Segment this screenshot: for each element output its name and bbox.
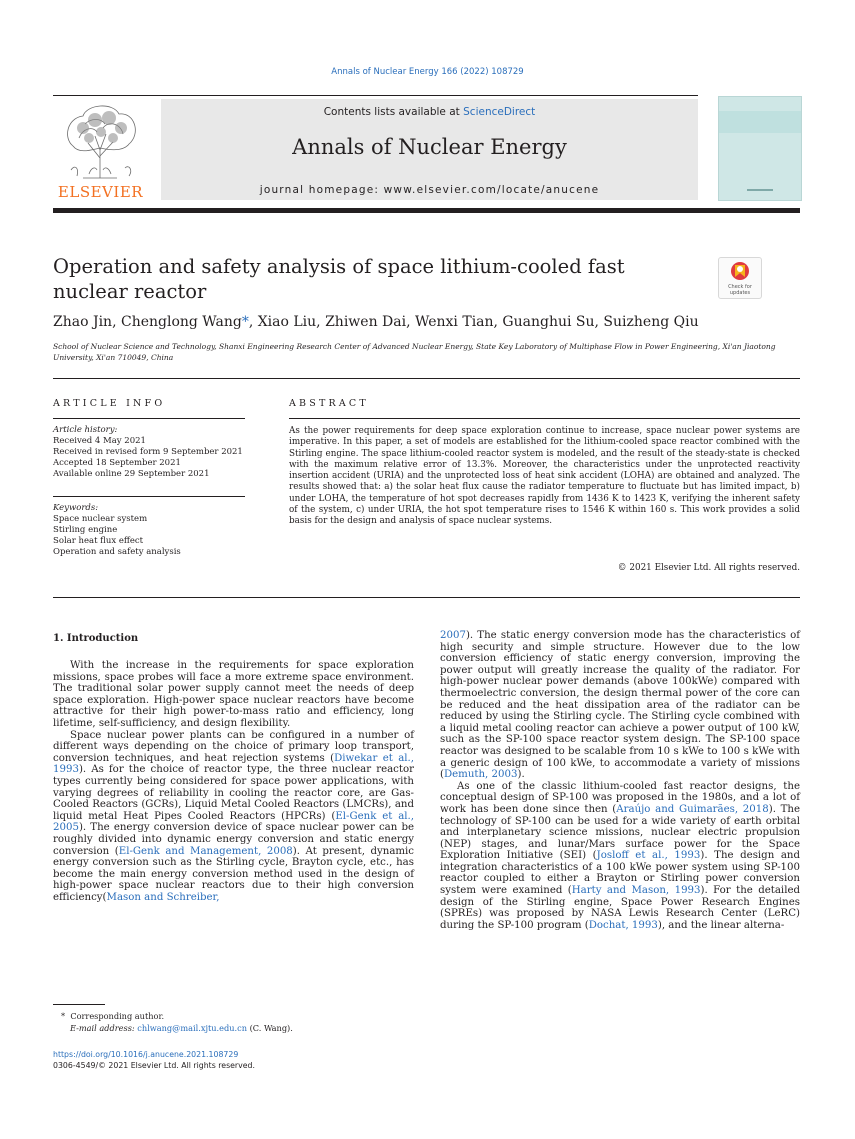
history-item: Available online 29 September 2021 [53,469,210,480]
email-label: E-mail address: [70,1023,138,1033]
email-suffix: (C. Wang). [246,1023,293,1033]
corresponding-author-mark[interactable]: * [241,314,249,330]
body-column-right [440,630,800,931]
article-info-heading: ARTICLE INFO [53,398,166,409]
check-for-updates-label: Check for updates [728,284,752,296]
check-for-updates-badge[interactable] [718,257,762,299]
footnote-rule [53,1004,105,1005]
article-info-rule [53,418,245,419]
issn-line: 0306-4549/© 2021 Elsevier Ltd. All rights reserved. [53,1061,255,1070]
citation-link[interactable]: Harty and Mason, 1993 [571,885,701,897]
footnote [53,1010,414,1034]
cover-band [719,111,801,133]
citation-link[interactable]: Mason and Schreiber, [106,891,220,903]
journal-title: Annals of Nuclear Energy [292,135,567,159]
article-title: Operation and safety analysis of space lithium-cooled fast nuclear reactor [53,255,625,303]
contents-prefix: Contents lists available at [323,106,464,118]
keywords-rule [53,496,245,497]
footnote-corresponding [53,1010,414,1022]
keyword: Operation and safety analysis [53,547,181,558]
journal-reference[interactable]: Annals of Nuclear Energy 166 (2022) 108729 [331,67,524,77]
citation-link[interactable]: El-Genk et al., 2005 [53,810,415,834]
header-top-rule [53,95,698,96]
doi-block [53,1049,414,1071]
email-link[interactable]: chlwang@mail.xjtu.edu.cn [137,1023,247,1033]
footnote-corresponding-text: Corresponding author. [70,1011,165,1021]
keyword: Stirling engine [53,525,118,536]
citation-link[interactable]: Demuth, 2003 [443,769,518,781]
affiliation: School of Nuclear Science and Technology, Shanxi Engineering Research Center of Advanced Nuclear Energy, State Key Laboratory of Multiphase Flow in Power Engineering, Xi'an Jiaotong University, Xi'an 710049, China [53,342,776,362]
elsevier-wordmark: ELSEVIER [57,183,144,201]
cover-mark [747,189,773,191]
keywords-label: Keywords: [53,503,99,513]
citation-link[interactable]: Araújo and Guimarães, 2018 [616,803,769,815]
body-text: With the increase in the requirements for space exploration missions, space probes will face a more extreme space environment. The traditional solar power supply cannot meet the needs of deep space exploration. High-power space nuclear reactors have become attractive for their high power-to-mass ratio and efficiency, long lifetime, self-sufficiency, and design flexibility. [53,660,414,729]
rule-above-info [53,378,800,379]
history-label: Article history: [53,425,118,435]
article-history [53,425,253,480]
paragraph [53,730,414,904]
authors-before: Zhao Jin, Chenglong Wang [53,314,242,330]
footnote-email [53,1022,414,1034]
paragraph [440,781,800,932]
rule-below-abstract [53,597,800,598]
crossmark-icon [719,258,761,284]
abstract-copyright: © 2021 Elsevier Ltd. All rights reserved. [617,563,800,573]
paragraph [53,660,414,730]
journal-homepage[interactable]: journal homepage: www.elsevier.com/locate/anucene [259,184,600,196]
citation-link[interactable]: 2007 [440,630,466,641]
abstract-text: As the power requirements for deep space exploration continue to increase, space nuclear power systems are imperative. In this paper, a set of models are established for the lithium-cooled space reactor combined with the Stirling engine. The space lithium-cooled reactor system is modeled, and the result of the steady-state is checked with the maximum relative error of 13.3%. Moreover, the characteristics under the unprotected reactivity insertion accident (URIA) and the unprotected loss of heat sink accident (LOHA) are obtained and analyzed. The results showed that: a) the solar heat flux cause the radiator temperature to fluctuate but has limited impact, b) under LOHA, the temperature of hot spot decreases rapidly from 1436 K to 1423 K, verifying the inherent safety of the system, c) under URIA, the hot spot temperature rises to 1546 K within 160 s. This work provides a solid basis for the design and analysis of space nuclear systems. [289,426,800,527]
author-list [53,314,800,330]
citation-link[interactable]: El-Genk and Management, 2008 [118,845,293,857]
citation-link[interactable]: Dochat, 1993 [588,919,658,931]
body-text: ). For the detailed design of the Stirling engine, Space Power Research Engines (SPREs) was proposed by NASA Lewis Research Center (LeRC) during the SP-100 program ( [440,885,800,931]
body-text: ). As for the choice of reactor type, the three nuclear reactor types currently being considered for space power applications, with varying degrees of reliability in cooling the reactor core, are Gas-Cooled Reactors (GCRs), Liquid Metal Cooled Reactors (LMCRs), and liquid metal Heat Pipes Cooled Reactors (HPCRs) ( [53,764,414,822]
sciencedirect-link[interactable]: ScienceDirect [463,106,536,118]
body-text: ). The technology of SP-100 can be used for a wide variety of earth orbital and interplanetary science missions, nuclear electric propulsion (NEP) stages, and lunar/Mars surface power for the Space Exploration Initiative (SEI) ( [440,803,801,862]
paragraph [440,630,800,781]
doi-link[interactable]: https://doi.org/10.1016/j.anucene.2021.108729 [53,1050,239,1059]
history-item: Received 4 May 2021 [53,436,146,447]
contents-available [161,106,698,118]
body-text: As one of the classic lithium-cooled fast reactor designs, the conceptual design of SP-100 was proposed in the 1980s, and a lot of work has been done since then ( [440,780,800,815]
header-thick-rule [53,208,800,213]
citation-link[interactable]: Diwekar et al., 1993 [53,752,415,776]
history-item: Received in revised form 9 September 2021 [53,447,243,458]
body-text: ). [517,769,525,781]
keyword: Space nuclear system [53,514,148,525]
abstract-heading: ABSTRACT [289,398,369,409]
body-text: ). The static energy conversion mode has the characteristics of high security and simple structure. However due to the low conversion efficiency of static energy conversion, improving the power output will greatly increase the quality of the radiator. For high-power nuclear power demands (above 100kWe) compared with thermoelectric conversion, the design thermal power of the core can be reduced and the heat dissipation area of the radiator can be reduced by using the Stirling cycle. The Stirling cycle combined with a liquid metal cooling reactor can achieve a power output of 100 kW, such as the SP-100 space reactor system design. The SP-100 space reactor was designed to be scalable from 10 s kWe to 100 s kWe with a generic design of 100 kWe, to accommodate a variety of missions ( [440,630,800,781]
body-text: ), and the linear alterna- [657,919,785,931]
section-heading-introduction: 1. Introduction [53,633,139,644]
keyword: Solar heat flux effect [53,536,144,547]
journal-cover-thumbnail[interactable] [718,96,802,201]
footnote-mark: * [61,1011,66,1021]
keywords [53,503,253,558]
body-text: ). The design and integration characteristics of a 100 kWe power system using SP-100 reactor coupled to either a Brayton or Stirling power conversion system were examined ( [440,850,801,897]
body-text: ). At present, dynamic energy conversion such as the Stirling cycle, Brayton cycle, etc., has become the main energy conversion method used in the design of high-power space nuclear reactors due to their high conversion efficiency( [53,845,415,903]
authors-after: , Xiao Liu, Zhiwen Dai, Wenxi Tian, Guanghui Su, Suizheng Qiu [248,314,699,330]
citation-link[interactable]: Josloff et al., 1993 [596,850,701,862]
body-column-left [53,660,414,903]
abstract-rule [289,418,800,419]
body-text: Space nuclear power plants can be configured in a number of different ways depending on the choice of primary loop transport, conversion techniques, and heat rejection systems ( [53,729,414,764]
history-item: Accepted 18 September 2021 [53,458,181,469]
body-text: ). The energy conversion device of space nuclear power can be roughly divided into dynamic energy conversion and static energy conversion ( [53,822,414,857]
